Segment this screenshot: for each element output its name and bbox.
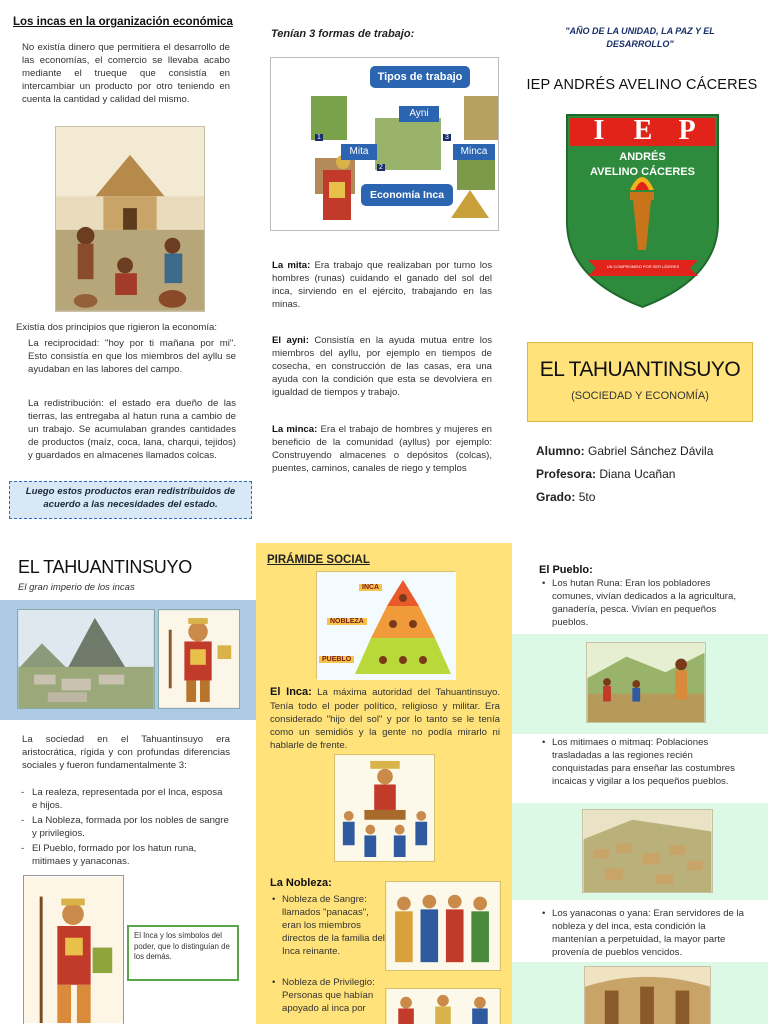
student-name: Gabriel Sánchez Dávila bbox=[588, 444, 714, 458]
pyramid-label-inca: INCA bbox=[359, 584, 382, 591]
inca-village-image bbox=[55, 126, 205, 312]
ayni-label: El ayni: bbox=[272, 335, 309, 346]
inca-procession-image bbox=[334, 754, 435, 862]
inca-symbols-caption bbox=[127, 925, 239, 981]
redistribution-callout bbox=[9, 481, 252, 519]
nobility-privilege-item: • Nobleza de Privilegio: Personas que habían apoyado al inca por bbox=[270, 976, 386, 1015]
reciprocity-text: La reciprocidad: "hoy por ti mañana por mi". Esto consistía en que los miembros del ayllu se ayudaban en las labores del campo. bbox=[28, 338, 236, 376]
shield-ribbon-text: UN COMPROMISO POR SER LÍDERES bbox=[606, 264, 680, 269]
grade-value: 5to bbox=[578, 490, 596, 504]
pyramid-label-pueblo: PUEBLO bbox=[319, 656, 354, 663]
machu-picchu-image bbox=[17, 609, 155, 709]
hatun-runa-item bbox=[540, 577, 750, 631]
panel2-title: Tenían 3 formas de trabajo: bbox=[271, 28, 415, 40]
yanaconas-text: • Los yanaconas o yana: Eran servidores de la nobleza y del inca, esta condición la mantenían a perpetuidad, la mayor parte provenía de pueblos vencidos. bbox=[540, 907, 752, 959]
year-motto: "AÑO DE LA UNIDAD, LA PAZ Y EL DESARROLLO" bbox=[565, 26, 715, 49]
callout-text: Luego estos productos eran redistribuidos de acuerdo a las necesidades del estado. bbox=[25, 486, 236, 510]
farmers-image bbox=[586, 642, 706, 723]
yanaconas-item bbox=[540, 907, 752, 961]
shield-name-line2: AVELINO CÁCERES bbox=[590, 166, 695, 178]
hatun-runa-text: • Los hutan Runa: Eran los pobladores comunes, vivían dedicados a la agricultura, ganadería, pesca. Vivían en pequeños pueblos. bbox=[540, 577, 750, 629]
cover-title-box bbox=[527, 342, 753, 422]
diagram-ayni-label: Ayni bbox=[399, 106, 439, 122]
ayni-text: Consistía en la ayuda mutua entre los miembros del ayllu, por ejemplo en tiempos de cosecha, en construcción de las casas, era una ayuda con la condición que esta se devolviera en igualdad de tiempos y trabajo. bbox=[272, 335, 492, 399]
mita-text: Era trabajo que realizaban por turno los hombres (runas) cuidando el ganado del sol del inca, sirviendo en el ejército, trabajando en las minas. bbox=[272, 260, 492, 311]
grade-label: Grado: bbox=[536, 490, 576, 504]
cover-subtitle: (SOCIEDAD Y ECONOMÍA) bbox=[571, 390, 709, 402]
student-label: Alumno: bbox=[536, 444, 585, 458]
teacher-name: Diana Ucañan bbox=[599, 467, 676, 481]
panel1-title: Los incas en la organización económica bbox=[13, 16, 233, 28]
mita-label: La mita: bbox=[272, 260, 311, 271]
school-name: IEP ANDRÉS AVELINO CÁCERES bbox=[526, 77, 758, 93]
diagram-bottom-label: Economía Inca bbox=[361, 184, 453, 206]
caption-text: El Inca y los símbolos del poder, que lo distinguían de los demás. bbox=[134, 931, 230, 962]
panel5-title: PIRÁMIDE SOCIAL bbox=[267, 554, 370, 566]
mitimaes-village-image bbox=[582, 809, 713, 893]
student-row bbox=[536, 444, 713, 458]
shield-letter-i: I bbox=[593, 115, 605, 146]
social-classes-list bbox=[20, 786, 230, 870]
minca-text: Era el trabajo de hombres y mujeres en beneficio de la comunidad (ayllus) por ejemplo: Construyendo almacenes o depósitos (colcas), puentes, caminos, canales de riego y templos bbox=[272, 424, 492, 475]
work-types-diagram bbox=[270, 57, 499, 231]
cover-title: EL TAHUANTINSUYO bbox=[539, 358, 741, 381]
nobility-title: La Nobleza: bbox=[270, 877, 332, 889]
inca-symbols-image bbox=[23, 875, 124, 1024]
mitimaes-text: • Los mitimaes o mitmaq: Poblaciones trasladadas a las regiones recién conquistadas para enseñar las costumbres incaicas y vigilar a los pequeños pueblos. bbox=[540, 736, 750, 788]
panel4-title: EL TAHUANTINSUYO bbox=[18, 557, 192, 577]
class-item-nobility: - La Nobleza, formada por los nobles de sangre y privilegios. bbox=[20, 814, 230, 840]
shield-letter-e: E bbox=[633, 115, 653, 146]
redistribution-text: La redistribución: el estado era dueño de las tierras, las entregaba al hatun runa a cambio de un trabajo. Se acumulaban grandes cantidades de productos (maíz, coca, lana, charqui, tejidos) y guardados en almacenes llamados colcas. bbox=[28, 398, 236, 462]
minca-label: La minca: bbox=[272, 424, 318, 435]
diagram-minca-label: Minca bbox=[453, 144, 495, 160]
diagram-number-3: 3 bbox=[445, 134, 449, 141]
principles-intro: Existía dos principios que rigieron la economía: bbox=[16, 322, 218, 333]
class-item-people: - El Pueblo, formado por los hatun runa, mitimaes y yanaconas. bbox=[20, 842, 230, 868]
shield-name-line1: ANDRÉS bbox=[619, 151, 666, 163]
minca-description bbox=[272, 423, 492, 475]
social-pyramid-image bbox=[316, 571, 455, 679]
mita-description bbox=[272, 259, 492, 311]
class-item-royalty: - La realeza, representada por el Inca, esposa e hijos. bbox=[20, 786, 230, 812]
shield-letter-p: P bbox=[678, 115, 696, 146]
inca-label: El Inca: bbox=[270, 686, 312, 698]
society-text: La sociedad en el Tahuantinsuyo era aristocrática, rígida y con profundas diferencias sociales y fueron fundamentalmente 3: bbox=[22, 734, 230, 772]
diagram-mita-label: Mita bbox=[341, 144, 377, 160]
grade-row bbox=[536, 490, 595, 504]
inca-description bbox=[270, 685, 500, 752]
mitimaes-item bbox=[540, 736, 750, 790]
diagram-number-2: 2 bbox=[379, 164, 383, 171]
panel4-subtitle: El gran imperio de los incas bbox=[18, 582, 135, 593]
school-shield bbox=[564, 112, 721, 310]
diagram-top-label: Tipos de trabajo bbox=[370, 66, 470, 88]
inca-ruler-image bbox=[158, 609, 240, 709]
inca-text: La máxima autoridad del Tahuantinsuyo. Tenía todo el poder político, religioso y militar. Era considerado "hijo del sol" y por lo tanto se le tenía como un semidiós y la gente no podía mirarlo ni hablarle de frente. bbox=[270, 687, 500, 752]
teacher-row bbox=[536, 467, 675, 481]
yanaconas-image bbox=[584, 966, 711, 1024]
privilege-nobility-image bbox=[385, 988, 501, 1024]
nobility-list bbox=[270, 893, 386, 1017]
diagram-number-1: 1 bbox=[317, 134, 321, 141]
ayni-description bbox=[272, 334, 492, 399]
pyramid-label-nobleza: NOBLEZA bbox=[327, 618, 367, 625]
panel1-intro: No existía dinero que permitiera el desarrollo de las economías, el comercio se llevaba acabo mediante el trueque que consistía en intercambiar un producto por otro teniendo en cuenta la cantidad y calidad del mismo. bbox=[22, 42, 230, 106]
teacher-label: Profesora: bbox=[536, 467, 597, 481]
panel6-title: El Pueblo: bbox=[539, 564, 593, 576]
nobility-blood-item: • Nobleza de Sangre: llamados "panacas", eran los miembros directos de la familia del Inca reinante. bbox=[270, 893, 386, 958]
nobility-image bbox=[385, 881, 501, 971]
